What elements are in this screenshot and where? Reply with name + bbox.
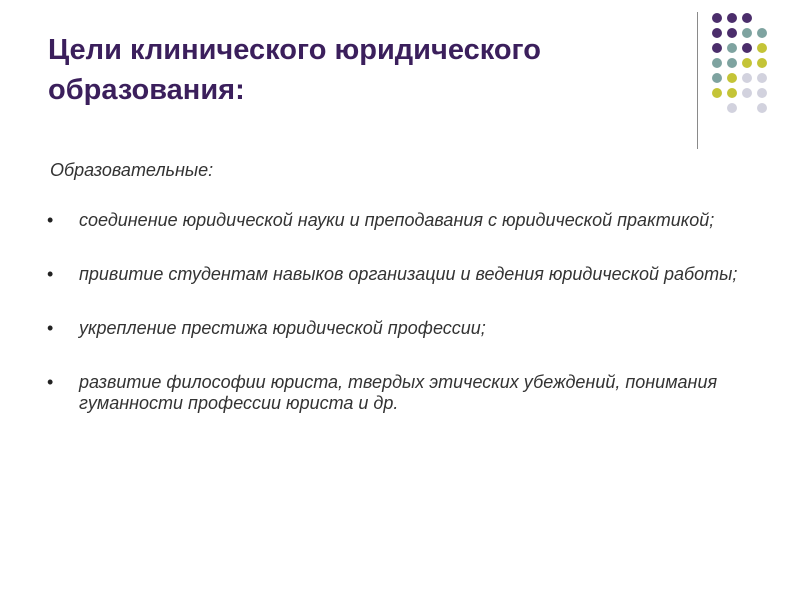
decorative-dot: [712, 13, 722, 23]
decorative-dot: [742, 28, 752, 38]
decorative-dot: [757, 43, 767, 53]
decorative-dot: [712, 88, 722, 98]
decorative-dot: [727, 88, 737, 98]
decorative-dot: [757, 58, 767, 68]
decorative-dot: [727, 103, 737, 113]
slide-title: Цели клинического юридического образования:: [48, 34, 541, 106]
decorative-dot: [742, 58, 752, 68]
bullet-text: соединение юридической науки и преподавания с юридической практикой;: [79, 210, 715, 230]
decorative-dot: [742, 73, 752, 83]
decorative-dot: [742, 88, 752, 98]
bullet-item: [47, 264, 757, 285]
decorative-dot: [712, 58, 722, 68]
decorative-dot: [727, 73, 737, 83]
decorative-dot: [727, 58, 737, 68]
decorative-dot: [757, 73, 767, 83]
decorative-dot: [712, 43, 722, 53]
bullet-text: привитие студентам навыков организации и ведения юридической работы;: [79, 264, 738, 284]
bullet-marker: •: [47, 372, 54, 392]
bullet-marker: •: [47, 318, 54, 338]
decorative-dot: [742, 13, 752, 23]
section-subtitle: Образовательные:: [50, 160, 214, 180]
bullet-list: [47, 210, 757, 447]
decorative-dot: [742, 43, 752, 53]
decorative-dot: [712, 28, 722, 38]
bullet-marker: •: [47, 210, 54, 230]
dot-grid-decoration: [0, 0, 800, 160]
bullet-item: [47, 318, 757, 339]
decorative-dot: [727, 28, 737, 38]
decorative-dot: [712, 73, 722, 83]
bullet-item: [47, 372, 757, 414]
bullet-item: [47, 210, 757, 231]
decorative-dot: [757, 103, 767, 113]
bullet-text: развитие философии юриста, твердых этических убеждений, понимания гуманности профессии юриста и др.: [79, 372, 718, 413]
decorative-dot: [727, 13, 737, 23]
decorative-dot: [757, 88, 767, 98]
bullet-marker: •: [47, 264, 54, 284]
bullet-text: укрепление престижа юридической профессии;: [79, 318, 486, 338]
decorative-dot: [757, 28, 767, 38]
decorative-dot: [727, 43, 737, 53]
